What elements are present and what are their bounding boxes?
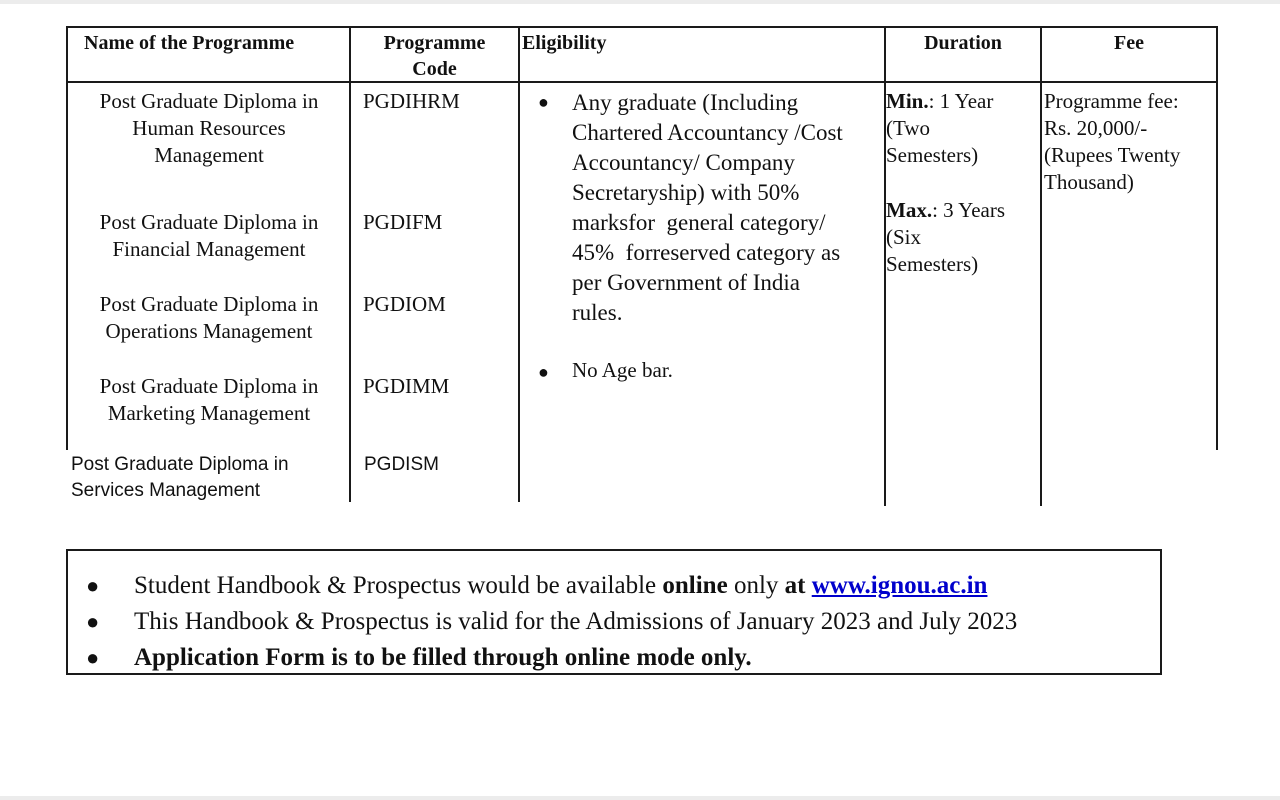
table-top-border [66, 26, 1218, 28]
programme-name-line: Financial Management [112, 237, 306, 261]
programme-name-2 [68, 209, 350, 263]
header-code-line1: Programme [383, 32, 486, 54]
programme-name-line: Post Graduate Diploma in [99, 292, 319, 316]
programme-name-line: Management [154, 143, 264, 167]
programme-code-5: PGDISM [364, 454, 439, 475]
eligibility-line: per Government of India [572, 270, 801, 295]
eligibility-bullet-1: ● [538, 92, 549, 112]
note-text-1 [134, 568, 987, 604]
programme-code-1: PGDIHRM [363, 89, 460, 113]
programme-code-3: PGDIOM [363, 292, 446, 316]
programme-name-line: Marketing Management [107, 401, 311, 425]
header-programme-code [351, 30, 518, 82]
note-bullet: ● [86, 573, 100, 598]
duration-min-value: : 1 Year [928, 89, 994, 113]
notes-box [66, 549, 1162, 675]
note-bullet: ● [86, 645, 100, 670]
eligibility-item-2: No Age bar. [572, 358, 673, 382]
programme-name-4 [68, 373, 350, 427]
duration-max-label: Max. [886, 198, 933, 222]
fee-line: Rs. 20,000/- [1044, 116, 1148, 140]
fee-line: Programme fee: [1044, 89, 1179, 113]
note-text-2: This Handbook & Prospectus is valid for the Admissions of January 2023 and July 2023 [134, 608, 1018, 635]
eligibility-line: Accountancy/ Company [572, 150, 795, 175]
duration-min-line3: Semesters) [886, 143, 979, 167]
programme-code-2: PGDIFM [363, 210, 443, 234]
programme-name-1 [68, 88, 350, 169]
programme-name-line: Post Graduate Diploma in [71, 454, 289, 475]
note-text-part: Student Handbook & Prospectus would be available [134, 572, 663, 599]
table-right-border [1216, 26, 1218, 450]
header-duration: Duration [924, 32, 1002, 54]
eligibility-bullet-2: ● [538, 362, 549, 382]
duration-max [886, 197, 1038, 278]
duration-min-line1 [886, 88, 1038, 115]
programme-code-4: PGDIMM [363, 374, 450, 398]
header-code-line2: Code [412, 58, 457, 80]
eligibility-line: 45% forreserved category as [572, 240, 841, 265]
document-page [0, 4, 1280, 796]
programme-name-3 [68, 291, 350, 345]
programme-name-line: Post Graduate Diploma in [99, 210, 319, 234]
eligibility-line: Chartered Accountancy /Cost [572, 120, 843, 145]
duration-max-value: : 3 Years [932, 198, 1006, 222]
note-bullet: ● [86, 609, 100, 634]
note-text-part: only [727, 572, 785, 599]
programme-name-5 [71, 452, 289, 504]
eligibility-line: Secretaryship) with 50% [572, 180, 800, 205]
fee-line: (Rupees Twenty [1044, 143, 1181, 167]
eligibility-line: Any graduate (Including [572, 90, 799, 115]
duration-max-line2: (Six [886, 225, 922, 249]
eligibility-item-1 [572, 88, 884, 328]
eligibility-line: marksfor general category/ [572, 210, 826, 235]
header-fee: Fee [1114, 32, 1144, 54]
duration-min-line2: (Two [886, 116, 931, 140]
header-programme-name: Name of the Programme [84, 32, 295, 54]
fee-line: Thousand) [1044, 170, 1134, 194]
header-eligibility: Eligibility [522, 32, 607, 54]
programme-name-line: Post Graduate Diploma in [99, 374, 319, 398]
programme-name-line: Human Resources [132, 116, 286, 140]
duration-max-line3: Semesters) [886, 252, 979, 276]
duration-min-label: Min. [886, 89, 929, 113]
programme-name-line: Operations Management [105, 319, 313, 343]
programme-name-line: Post Graduate Diploma in [99, 89, 319, 113]
note-bold-online: online [662, 572, 728, 599]
duration-max-line1 [886, 197, 1038, 224]
note-text-3: Application Form is to be filled through online mode only. [134, 644, 752, 671]
ignou-website-link[interactable]: www.ignou.ac.in [811, 572, 988, 599]
table-col-divider-4 [1040, 26, 1042, 506]
eligibility-line: rules. [572, 300, 623, 325]
fee-cell [1044, 88, 1216, 196]
duration-min [886, 88, 1038, 169]
programme-name-line: Services Management [71, 480, 261, 501]
note-bold-at: at [784, 572, 806, 599]
table-header-divider [66, 81, 1218, 83]
table-col-divider-2 [518, 26, 520, 502]
